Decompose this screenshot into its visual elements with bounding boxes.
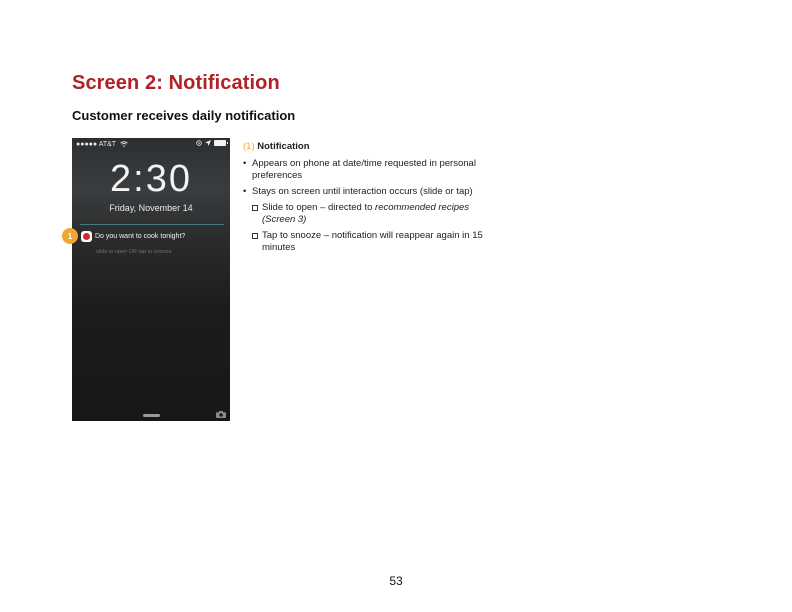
- sub-bullet-italic: recommended recipes (Screen 3): [262, 202, 470, 225]
- sub-bullet-item: [243, 230, 483, 254]
- battery-icon: [214, 140, 226, 146]
- notes-heading: [243, 141, 483, 153]
- page-number: 53: [389, 574, 403, 588]
- lock-date: Friday, November 14: [109, 203, 193, 213]
- page-title: Screen 2: Notification: [72, 72, 280, 94]
- square-bullet-icon: [252, 233, 258, 239]
- status-bar: [72, 138, 230, 152]
- bullet-item: • Stays on screen until interaction occurs (slide or tap): [243, 186, 483, 198]
- callout-number: (1): [243, 141, 255, 152]
- wifi-icon: [120, 141, 128, 147]
- callout-badge: 1: [62, 228, 78, 244]
- notes-heading-label: Notification: [257, 141, 310, 152]
- phone-lock-screen: [72, 138, 230, 421]
- sub-bullet-item: [243, 202, 483, 226]
- camera-icon[interactable]: [216, 411, 226, 418]
- apple-app-icon: [81, 231, 92, 242]
- page-subtitle: Customer receives daily notification: [72, 108, 296, 123]
- slide-hint[interactable]: slide to open OR tap to snooze: [96, 249, 172, 255]
- bullet-item: • Appears on phone at date/time requested in personal preferences: [243, 158, 483, 182]
- divider: [80, 224, 224, 225]
- notes-panel: [243, 141, 483, 258]
- notification-text[interactable]: Do you want to cook tonight?: [95, 233, 186, 240]
- lock-time: 2:30: [110, 158, 192, 200]
- sub-bullet-text: Slide to open – directed to: [262, 202, 376, 213]
- carrier-label: ●●●●● AT&T: [76, 141, 116, 148]
- lock-icon: [196, 140, 202, 146]
- square-bullet-icon: [252, 205, 258, 211]
- control-center-handle[interactable]: [143, 414, 160, 417]
- location-arrow-icon: [205, 140, 211, 146]
- sub-bullet-text: Tap to snooze – notification will reappear again in 15 minutes: [262, 230, 483, 253]
